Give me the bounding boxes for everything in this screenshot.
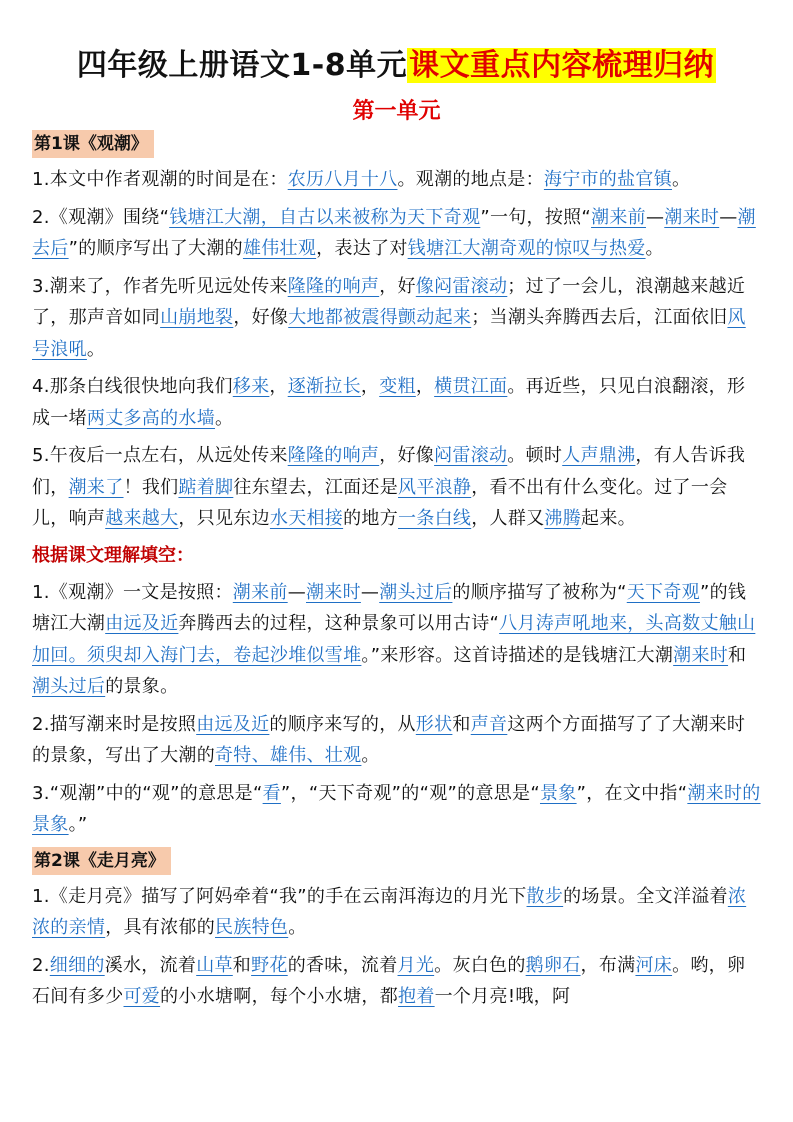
answer-text: 风平浪静	[398, 476, 472, 498]
paragraph: 3.“观潮”中的“观”的意思是“看”，“天下奇观”的“观”的意思是“景象”，在文中指“潮来时的景象。”	[32, 782, 761, 835]
answer-text: 沸腾	[544, 508, 582, 529]
answer-text: 由远及近	[105, 613, 179, 634]
answer-text: 抱着	[398, 986, 435, 1007]
title-main: 四年级上册语文1-8单元	[76, 48, 408, 83]
answer-text: 两丈多高的水墙	[86, 407, 216, 429]
answer-text: 潮来时	[673, 644, 729, 666]
paragraph: 1.本文中作者观潮的时间是在：农历八月十八。观潮的地点是：海宁市的盐官镇。	[32, 169, 691, 190]
lesson-heading: 第2课《走月亮》	[32, 847, 171, 875]
answer-text: 隆隆的响声	[287, 445, 380, 466]
answer-text: 潮头过后	[32, 676, 106, 697]
fill-items	[32, 577, 762, 841]
answer-text: 潮来前	[591, 206, 646, 228]
paragraph: 4.那条白线很快地向我们移来，逐渐拉长，变粗，横贯江面。再近些，只见白浪翻滚，形成一堵两丈多高的水墙。	[32, 376, 746, 429]
answer-text: 一条白线	[398, 508, 472, 529]
answer-text: 月光	[397, 954, 435, 976]
document-title	[0, 44, 793, 88]
answer-text: 潮来前	[232, 581, 288, 603]
fill-section	[32, 541, 762, 841]
answer-text: 逐渐拉长	[287, 376, 361, 397]
lesson1-items	[32, 164, 762, 535]
title-highlight: 课文重点内容梳理归纳	[409, 48, 715, 83]
answer-text: 潮去后	[32, 206, 756, 259]
answer-text: 八月涛声吼地来，头高数丈触山加回。须臾却入海门去，卷起沙堆似雪堆	[32, 613, 756, 666]
answer-text: 形状	[415, 713, 453, 735]
answer-text: 水天相接	[269, 508, 344, 529]
answer-text: 变粗	[379, 376, 416, 397]
paragraph: 5.午夜后一点左右，从远处传来隆隆的响声，好像闷雷滚动。顿时人声鼎沸，有人告诉我们，潮来了！我们踮着脚往东望去，江面还是风平浪静，看不出有什么变化。过了一会儿，响声越来越大，只见东边水天相接的地方一条白线，人群又沸腾起来。	[32, 445, 746, 529]
paragraph: 3.潮来了，作者先听见远处传来隆隆的响声，好像闷雷滚动；过了一会儿，浪潮越来越近了，那声音如同山崩地裂，好像大地都被震得颤动起来；当潮头奔腾西去后，江面依旧风号浪吼。	[32, 275, 746, 360]
answer-text: 山草	[196, 954, 233, 976]
paragraph: 1.《观潮》一文是按照：潮来前—潮来时—潮头过后的顺序描写了被称为“天下奇观”的钱塘江大潮由远及近奔腾西去的过程，这种景象可以用古诗“八月涛声吼地来，头高数丈触山加回。须臾却入海门去，卷起沙堆似雪堆。”来形容。这首诗描述的是钱塘江大潮潮来时和潮头过后的景象。	[32, 581, 756, 697]
answer-text: 民族特色	[215, 917, 289, 938]
answer-text: 鹅卵石	[525, 954, 581, 976]
answer-text: 海宁市的盐官镇	[543, 169, 673, 190]
answer-text: 潮来时	[664, 206, 720, 228]
answer-text: 潮来时	[306, 581, 361, 603]
answer-text: 潮头过后	[379, 581, 453, 603]
answer-text: 隆隆的响声	[287, 275, 380, 297]
answer-text: 由远及近	[196, 713, 270, 735]
lesson2-section	[32, 847, 762, 1013]
answer-text: 散步	[526, 885, 564, 907]
answer-text: 雄伟壮观	[242, 238, 317, 259]
answer-text: 声音	[470, 713, 508, 735]
answer-text: 钱塘江大潮奇观的惊叹与热爱	[407, 238, 646, 259]
answer-text: 踮着脚	[178, 476, 234, 498]
answer-text: 潮来时的景象	[32, 782, 761, 835]
answer-text: 农历八月十八	[287, 169, 398, 190]
answer-text: 横贯江面	[434, 376, 508, 397]
answer-text: 可爱	[123, 986, 161, 1007]
answer-text: 越来越大	[105, 508, 179, 529]
answer-text: 浓浓的亲情	[32, 885, 747, 938]
answer-text: 像闷雷滚动	[415, 275, 508, 297]
answer-text: 移来	[232, 376, 270, 397]
answer-text: 山崩地裂	[160, 307, 234, 328]
paragraph: 1.《走月亮》描写了阿妈牵着“我”的手在云南洱海边的月光下散步的场景。全文洋溢着浓浓的亲情，具有浓郁的民族特色。	[32, 885, 747, 938]
answer-text: 风号浪吼	[32, 307, 746, 360]
answer-text: 钱塘江大潮，自古以来被称为天下奇观	[169, 206, 481, 228]
fill-section-heading: 根据课文理解填空：	[32, 544, 194, 566]
answer-text: 河床	[635, 954, 673, 976]
unit-heading: 第一单元	[352, 99, 441, 124]
lesson-heading: 第1课《观潮》	[32, 130, 154, 158]
paragraph: 2.细细的溪水，流着山草和野花的香味，流着月光。灰白色的鹅卵石，布满河床。哟，卵石间有多少可爱的小水塘啊，每个小水塘，都抱着一个月亮!哦，阿	[32, 954, 746, 1007]
document-body	[32, 130, 762, 1019]
answer-text: 景象	[539, 782, 577, 804]
answer-text: 天下奇观	[626, 581, 700, 603]
lesson2-items	[32, 881, 762, 1013]
answer-text: 闷雷滚动	[434, 445, 508, 466]
answer-text: 潮来了	[68, 476, 124, 498]
answer-text: 奇特、雄伟、壮观	[215, 745, 362, 766]
lesson1-section	[32, 130, 762, 535]
answer-text: 细细的	[49, 954, 105, 976]
answer-text: 人声鼎沸	[562, 445, 636, 466]
answer-text: 看	[262, 782, 281, 804]
answer-text: 野花	[251, 954, 288, 976]
answer-text: 大地都被震得颤动起来	[288, 307, 472, 328]
paragraph: 2.描写潮来时是按照由远及近的顺序来写的，从形状和声音这两个方面描写了了大潮来时的景象，写出了大潮的奇特、雄伟、壮观。	[32, 713, 746, 766]
paragraph: 2.《观潮》围绕“钱塘江大潮，自古以来被称为天下奇观”一句，按照“潮来前—潮来时—潮去后”的顺序写出了大潮的雄伟壮观，表达了对钱塘江大潮奇观的惊叹与热爱。	[32, 206, 756, 259]
